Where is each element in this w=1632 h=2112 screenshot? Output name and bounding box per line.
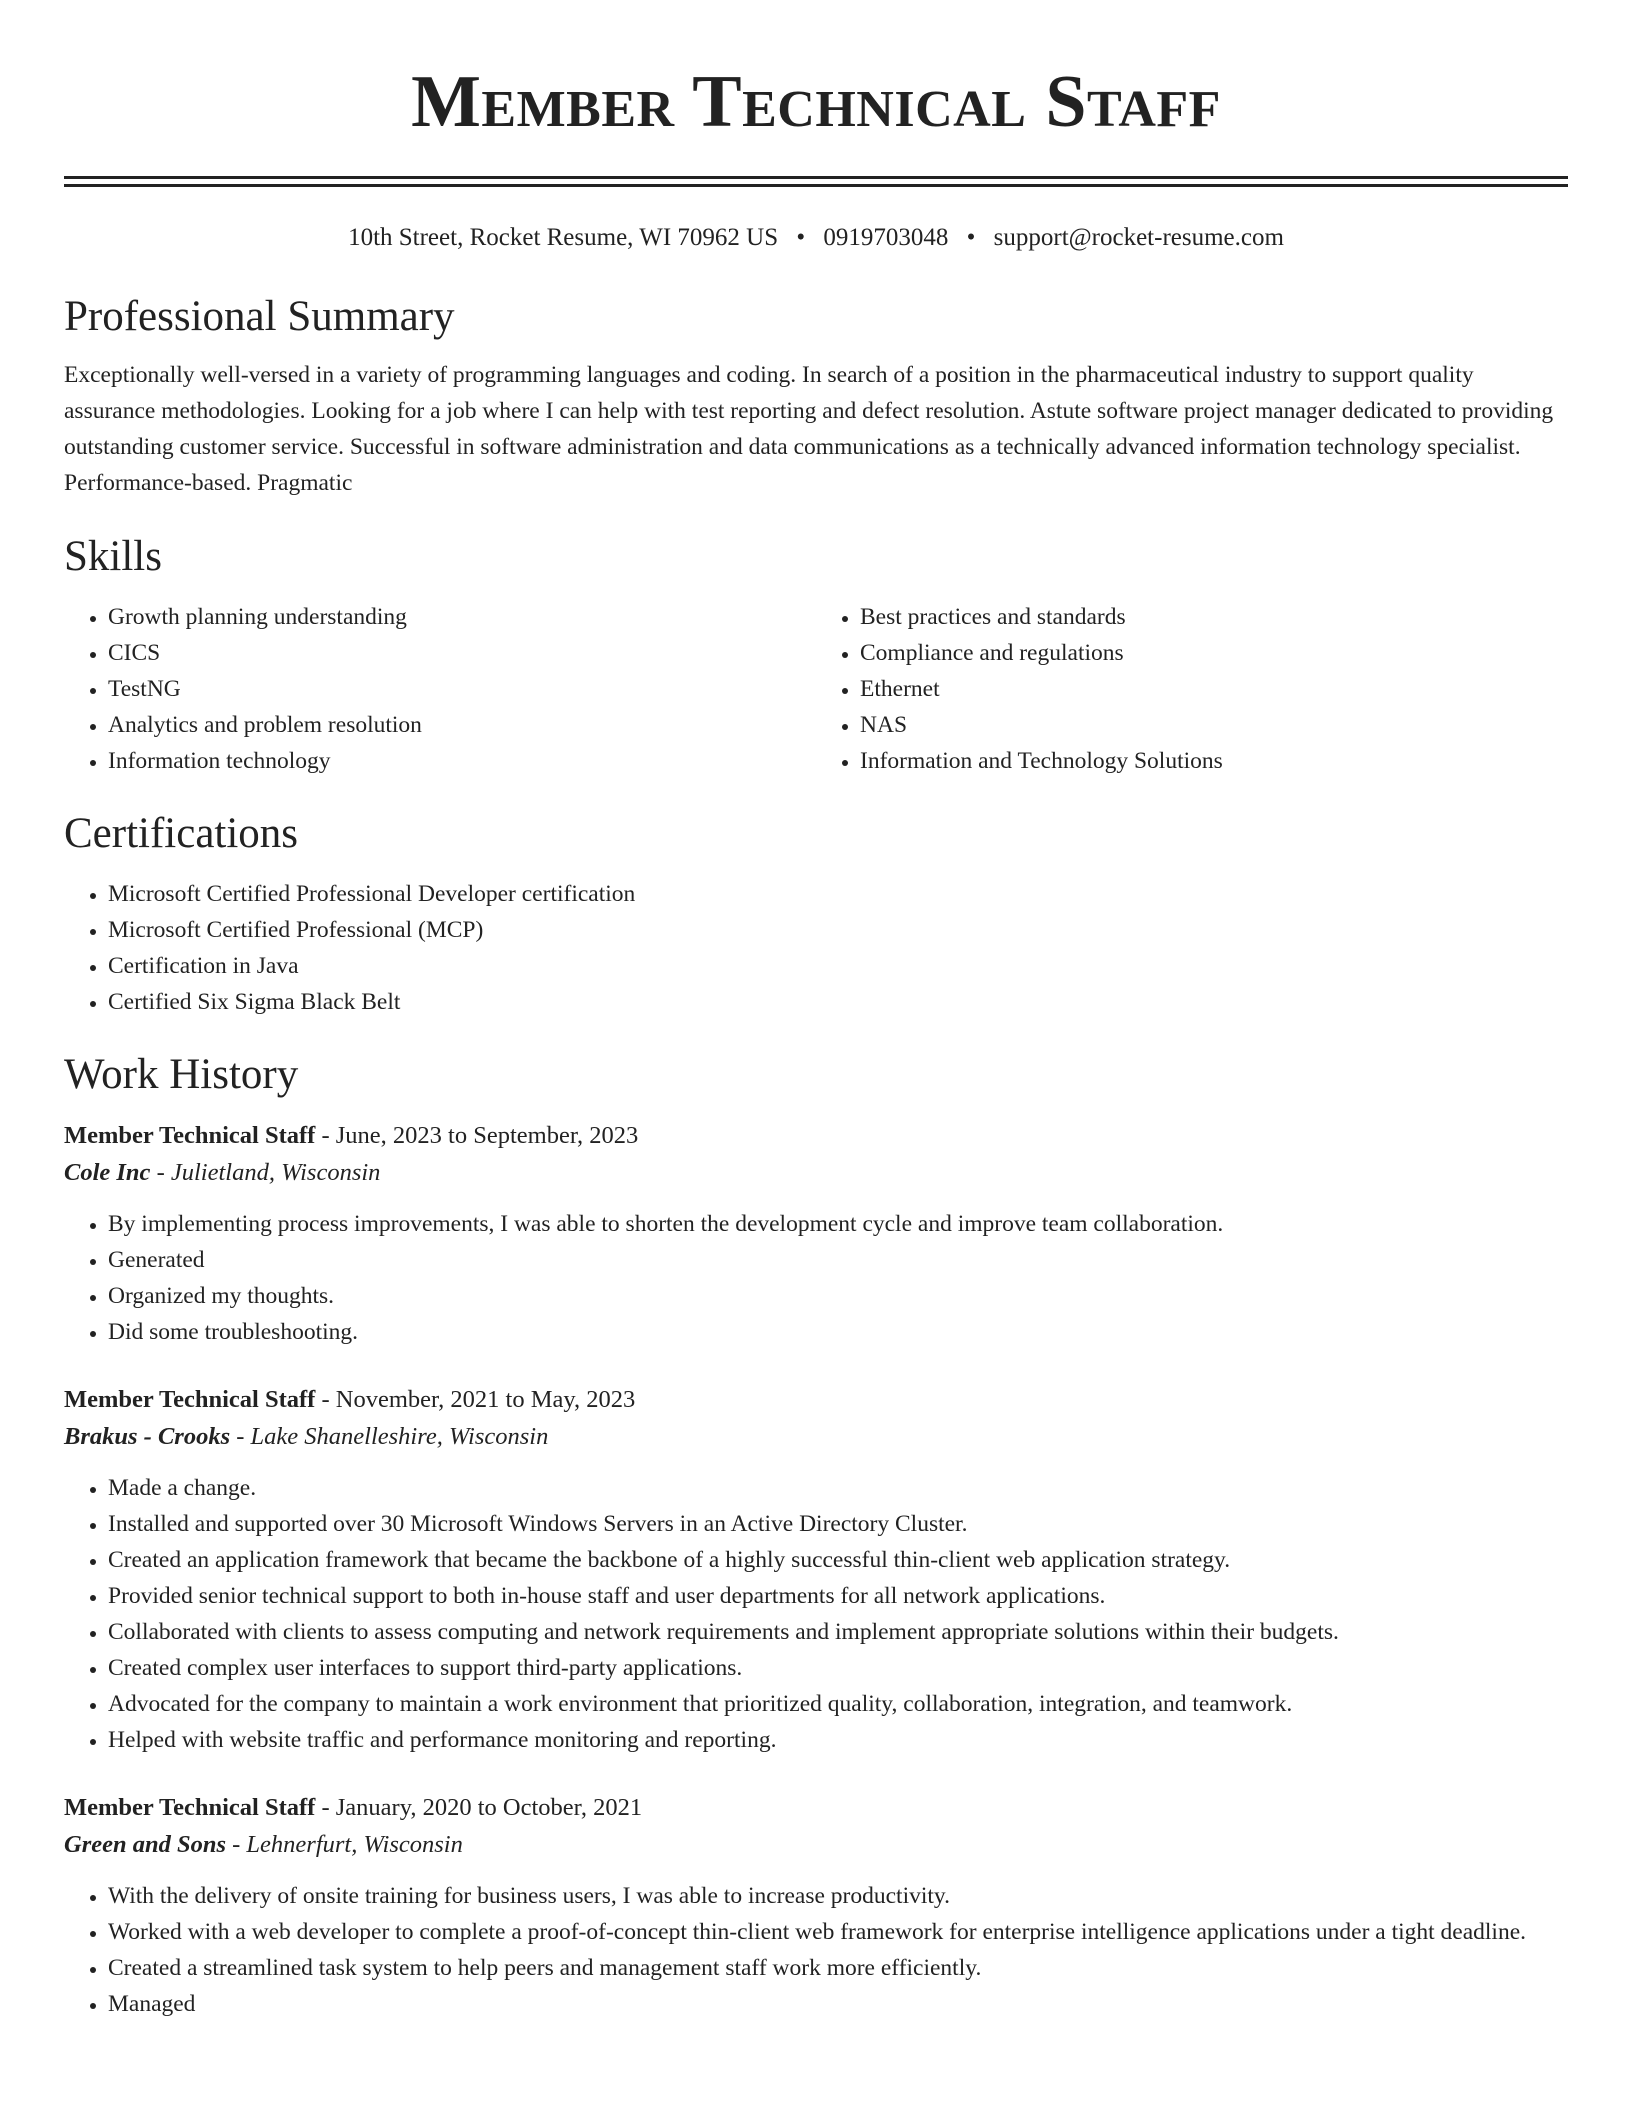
job-location: - Lehnerfurt, Wisconsin [226, 1831, 463, 1858]
skill-item: • TestNG [108, 671, 816, 707]
job-bullets [64, 1470, 1568, 1758]
job-company-line [64, 1418, 1568, 1456]
skill-item: • Information and Technology Solutions [860, 743, 1568, 779]
job-bullet: • Advocated for the company to maintain a work environment that prioritized quality, collaboration, integration, and teamwork. [108, 1686, 1568, 1722]
job-company-line [64, 1826, 1568, 1864]
resume-name-title: Member Technical Staff [411, 61, 1221, 143]
job-role: Member Technical Staff [64, 1794, 316, 1821]
job-bullet: • Organized my thoughts. [108, 1278, 1568, 1314]
job-company: Cole Inc [64, 1159, 151, 1186]
skills-list-right [816, 599, 1568, 779]
certifications-list [64, 876, 1568, 1020]
job-company-line [64, 1154, 1568, 1192]
job-title-line [64, 1118, 1568, 1154]
job-company: Brakus - Crooks [64, 1423, 231, 1450]
header-rule-bottom [64, 184, 1568, 187]
job-entry [64, 1382, 1568, 1758]
job-location: - Julietland, Wisconsin [150, 1159, 381, 1186]
job-bullet: • Created a streamlined task system to help peers and management staff work more efficiently. [108, 1950, 1568, 1986]
job-bullet: • Did some troubleshooting. [108, 1314, 1568, 1350]
summary-heading: Professional Summary [64, 293, 455, 340]
skills-list-left [64, 599, 816, 779]
job-bullet: • Managed [108, 1986, 1568, 2022]
skills-heading: Skills [64, 533, 162, 580]
skill-item: • NAS [860, 707, 1568, 743]
job-bullet: • Provided senior technical support to both in-house staff and user departments for all network applications. [108, 1578, 1568, 1614]
job-bullet: • Created complex user interfaces to support third-party applications. [108, 1650, 1568, 1686]
contact-address: 10th Street, Rocket Resume, WI 70962 US [348, 224, 779, 251]
skill-item: • Ethernet [860, 671, 1568, 707]
job-bullet: • Installed and supported over 30 Microsoft Windows Servers in an Active Directory Cluster. [108, 1506, 1568, 1542]
skill-item: • Compliance and regulations [860, 635, 1568, 671]
job-bullet: • Helped with website traffic and performance monitoring and reporting. [108, 1722, 1568, 1758]
contact-separator-2: • [966, 224, 976, 251]
job-company: Green and Sons [64, 1831, 227, 1858]
job-dates: - January, 2020 to October, 2021 [315, 1794, 643, 1821]
job-title-line [64, 1790, 1568, 1826]
skills-columns [64, 599, 1568, 779]
contact-separator-1: • [796, 224, 806, 251]
certification-item: • Certification in Java [108, 948, 1568, 984]
job-bullet: • Made a change. [108, 1470, 1568, 1506]
skill-item: • Growth planning understanding [108, 599, 816, 635]
job-role: Member Technical Staff [64, 1122, 316, 1149]
certification-item: • Microsoft Certified Professional (MCP) [108, 912, 1568, 948]
job-title-line [64, 1382, 1568, 1418]
job-bullet: • Generated [108, 1242, 1568, 1278]
job-bullet: • Worked with a web developer to complete a proof-of-concept thin-client web framework for enterprise intelligence applications under a tight deadline. [108, 1914, 1568, 1950]
job-dates: - June, 2023 to September, 2023 [315, 1122, 639, 1149]
certification-item: • Certified Six Sigma Black Belt [108, 984, 1568, 1020]
certifications-heading: Certifications [64, 810, 299, 857]
skill-item: • Information technology [108, 743, 816, 779]
contact-email[interactable]: support@rocket-resume.com [993, 224, 1284, 251]
job-bullet: • Collaborated with clients to assess computing and network requirements and implement appropriate solutions within their budgets. [108, 1614, 1568, 1650]
certification-item: • Microsoft Certified Professional Developer certification [108, 876, 1568, 912]
job-bullet: • Created an application framework that became the backbone of a highly successful thin-client web application strategy. [108, 1542, 1568, 1578]
summary-text: Exceptionally well-versed in a variety of programming languages and coding. In search of a position in the pharmaceutical industry to support quality assurance methodologies. Looking for a job where I can help with test reporting and defect resolution. Astute software project manager dedicated to providing outstanding customer service. Successful in software administration and data communications as a technically advanced information technology specialist. Performance-based. Pragmatic [64, 362, 1554, 496]
job-role: Member Technical Staff [64, 1386, 316, 1413]
job-bullet: • With the delivery of onsite training for business users, I was able to increase productivity. [108, 1878, 1568, 1914]
contact-phone: 0919703048 [823, 224, 949, 251]
job-entry [64, 1790, 1568, 2022]
skill-item: • CICS [108, 635, 816, 671]
job-entry [64, 1118, 1568, 1350]
work-history-heading: Work History [64, 1051, 299, 1098]
contact-line [64, 223, 1568, 253]
skill-item: • Analytics and problem resolution [108, 707, 816, 743]
job-bullets [64, 1206, 1568, 1350]
job-dates: - November, 2021 to May, 2023 [315, 1386, 636, 1413]
skill-item: • Best practices and standards [860, 599, 1568, 635]
job-location: - Lake Shanelleshire, Wisconsin [230, 1423, 549, 1450]
job-bullet: • By implementing process improvements, I was able to shorten the development cycle and improve team collaboration. [108, 1206, 1568, 1242]
header-rule-top [64, 176, 1568, 179]
job-bullets [64, 1878, 1568, 2022]
